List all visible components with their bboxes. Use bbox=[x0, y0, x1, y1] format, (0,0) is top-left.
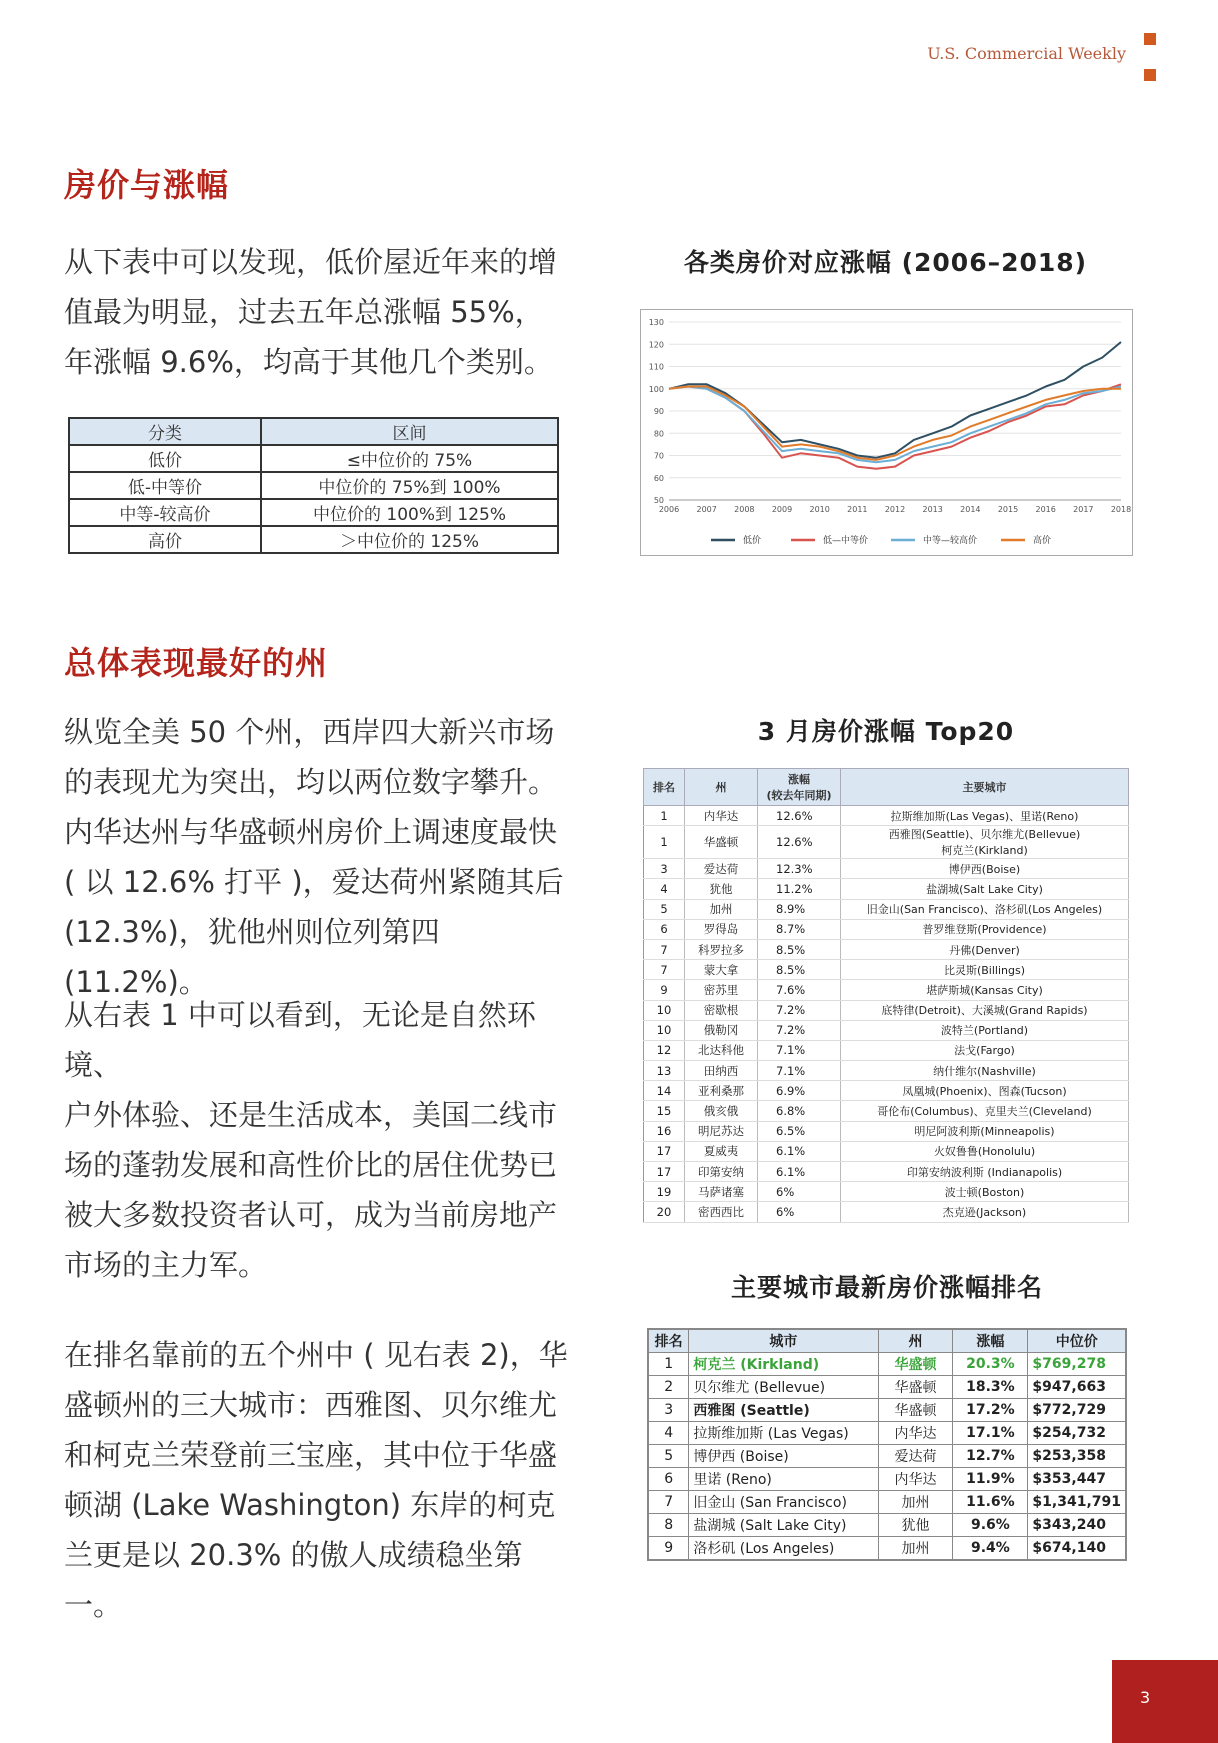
table-row bbox=[648, 1537, 1126, 1561]
table-cell: 明尼阿波利斯(Minneapolis) bbox=[841, 1121, 1129, 1141]
text-line: 值最为明显，过去五年总涨幅 55%， bbox=[64, 295, 544, 329]
table-cell: 内华达 bbox=[878, 1468, 953, 1491]
chart-title: 各类房价对应涨幅 (2006–2018) bbox=[683, 248, 1088, 277]
page-number-box bbox=[1112, 1660, 1218, 1743]
table-cell: 密歇根 bbox=[685, 1000, 758, 1020]
column-header: 城市 bbox=[689, 1329, 878, 1353]
table-cell: 明尼苏达 bbox=[685, 1121, 758, 1141]
table-cell: 17 bbox=[644, 1162, 685, 1182]
y-tick-label: 80 bbox=[653, 429, 664, 439]
publication-brand: U.S. Commercial Weekly bbox=[927, 44, 1126, 63]
table-cell: 密西西比 bbox=[685, 1202, 758, 1222]
table-row bbox=[644, 1101, 1129, 1121]
table-row bbox=[644, 1061, 1129, 1081]
y-tick-label: 110 bbox=[648, 362, 664, 372]
table-cell: 罗得岛 bbox=[685, 919, 758, 939]
text-line: 市场的主力军。 bbox=[64, 1248, 268, 1282]
table-cell: 华盛顿 bbox=[878, 1399, 953, 1422]
table-cell: 18.3% bbox=[953, 1376, 1028, 1399]
table-cell: 5 bbox=[648, 1445, 689, 1468]
table-row bbox=[644, 980, 1129, 1000]
table-cell: 加州 bbox=[878, 1537, 953, 1561]
table-cell: 11.6% bbox=[953, 1491, 1028, 1514]
table-cell: 纳什维尔(Nashville) bbox=[841, 1061, 1129, 1081]
table-row bbox=[69, 445, 558, 472]
table-cell: 14 bbox=[644, 1081, 685, 1101]
category-table bbox=[68, 417, 559, 554]
table-row bbox=[648, 1468, 1126, 1491]
line-chart-svg bbox=[641, 310, 1132, 555]
table-cell: 普罗维登斯(Providence) bbox=[841, 919, 1129, 939]
table-cell: 7.1% bbox=[758, 1061, 841, 1081]
table-cell: 哥伦布(Columbus)、克里夫兰(Cleveland) bbox=[841, 1101, 1129, 1121]
table-cell: 波士顿(Boston) bbox=[841, 1182, 1129, 1202]
table-cell: 16 bbox=[644, 1121, 685, 1141]
table-row bbox=[644, 859, 1129, 879]
table-cell: 10 bbox=[644, 1000, 685, 1020]
table-cell: 俄勒冈 bbox=[685, 1020, 758, 1040]
table-row bbox=[644, 1141, 1129, 1161]
y-tick-label: 100 bbox=[648, 384, 664, 394]
x-tick-label: 2008 bbox=[734, 505, 755, 514]
table-cell: 西雅图(Seattle)、贝尔维尤(Bellevue) 柯克兰(Kirkland) bbox=[841, 826, 1129, 859]
table-cell: 贝尔维尤 (Bellevue) bbox=[689, 1376, 878, 1399]
table-cell: 蒙大拿 bbox=[685, 960, 758, 980]
x-tick-label: 2009 bbox=[771, 505, 793, 514]
x-tick-label: 2016 bbox=[1035, 505, 1056, 514]
text-line: 从下表中可以发现，低价屋近年来的增 bbox=[64, 245, 558, 279]
x-tick-label: 2015 bbox=[997, 505, 1019, 514]
x-tick-label: 2017 bbox=[1073, 505, 1094, 514]
table-cell: 比灵斯(Billings) bbox=[841, 960, 1129, 980]
x-tick-label: 2018 bbox=[1110, 505, 1132, 514]
table-cell: 犹他 bbox=[685, 879, 758, 899]
table-cell: 3 bbox=[648, 1399, 689, 1422]
table-cell: 19 bbox=[644, 1182, 685, 1202]
table-cell: 12.6% bbox=[758, 806, 841, 826]
table-row bbox=[644, 939, 1129, 959]
table-cell: 20 bbox=[644, 1202, 685, 1222]
section2-paragraph-2 bbox=[64, 990, 574, 1290]
text-line: 盛顿州的三大城市：西雅图、贝尔维尤 bbox=[64, 1388, 558, 1422]
table-row bbox=[648, 1376, 1126, 1399]
table-cell: 6.8% bbox=[758, 1101, 841, 1121]
table-cell: 6 bbox=[648, 1468, 689, 1491]
column-header-label: 涨幅 bbox=[788, 773, 810, 786]
table-cell: 6% bbox=[758, 1202, 841, 1222]
table-header-row bbox=[69, 418, 558, 445]
table-cell: 内华达 bbox=[878, 1422, 953, 1445]
table-cell: ≤中位价的 75% bbox=[261, 445, 558, 472]
x-tick-label: 2012 bbox=[884, 505, 906, 514]
table-cell: 俄亥俄 bbox=[685, 1101, 758, 1121]
y-tick-label: 90 bbox=[653, 407, 664, 416]
table-cell: 西雅图 (Seattle) bbox=[689, 1399, 878, 1422]
y-tick-label: 130 bbox=[648, 318, 664, 327]
table-cell: 密苏里 bbox=[685, 980, 758, 1000]
table-cell: 科罗拉多 bbox=[685, 939, 758, 959]
table-cell: $353,447 bbox=[1028, 1468, 1126, 1491]
table-cell: $769,278 bbox=[1028, 1353, 1126, 1376]
category-table-body bbox=[69, 445, 558, 553]
column-header: 主要城市 bbox=[841, 769, 1129, 806]
table-cell: 15 bbox=[644, 1101, 685, 1121]
table-cell: 中等-较高价 bbox=[69, 499, 261, 526]
table-cell: 华盛顿 bbox=[878, 1376, 953, 1399]
brand-square-top bbox=[1144, 33, 1156, 45]
table-cell: 12 bbox=[644, 1040, 685, 1060]
table-cell: 火奴鲁鲁(Honolulu) bbox=[841, 1141, 1129, 1161]
table-cell: 法戈(Fargo) bbox=[841, 1040, 1129, 1060]
table-row bbox=[644, 1040, 1129, 1060]
text-line: 在排名靠前的五个州中 ( 见右表 2)，华 bbox=[64, 1338, 568, 1372]
page-number: 3 bbox=[1140, 1688, 1151, 1707]
table-cell: 1 bbox=[644, 806, 685, 826]
text-line: 户外体验、还是生活成本，美国二线市 bbox=[64, 1098, 558, 1132]
table-cell: 8.7% bbox=[758, 919, 841, 939]
table-cell: 6% bbox=[758, 1182, 841, 1202]
x-tick-label: 2013 bbox=[922, 505, 943, 514]
table-cell: 7.2% bbox=[758, 1000, 841, 1020]
text-line: ( 以 12.6% 打平 )，爱达荷州紧随其后 bbox=[64, 865, 564, 899]
section2-paragraph-3 bbox=[64, 1330, 574, 1630]
series-line bbox=[669, 342, 1121, 458]
table-cell: $947,663 bbox=[1028, 1376, 1126, 1399]
table-cell: 8.9% bbox=[758, 899, 841, 919]
table-cell: 8.5% bbox=[758, 960, 841, 980]
table-cell: 1 bbox=[648, 1353, 689, 1376]
text-line: 兰更是以 20.3% 的傲人成绩稳坐第一。 bbox=[64, 1538, 523, 1622]
text-line: 和柯克兰荣登前三宝座，其中位于华盛 bbox=[64, 1438, 558, 1472]
text-line: 内华达州与华盛顿州房价上调速度最快 bbox=[64, 815, 558, 849]
text-line: 纵览全美 50 个州，西岸四大新兴市场 bbox=[64, 715, 555, 749]
table-cell: 犹他 bbox=[878, 1514, 953, 1537]
table-cell: 中位价的 100%到 125% bbox=[261, 499, 558, 526]
table-cell: 印第安纳 bbox=[685, 1162, 758, 1182]
column-header: 州 bbox=[685, 769, 758, 806]
table-cell: 7.6% bbox=[758, 980, 841, 1000]
table-row bbox=[69, 526, 558, 553]
table-cell: 洛杉矶 (Los Angeles) bbox=[689, 1537, 878, 1561]
table-cell: 拉斯维加斯(Las Vegas)、里诺(Reno) bbox=[841, 806, 1129, 826]
table-cell: 9.4% bbox=[953, 1537, 1028, 1561]
table-cell: 华盛顿 bbox=[878, 1353, 953, 1376]
column-header: 区间 bbox=[261, 418, 558, 445]
section1-paragraph bbox=[64, 237, 574, 387]
line-chart bbox=[640, 309, 1133, 556]
table-cell: 12.6% bbox=[758, 826, 841, 859]
table-cell: 5 bbox=[644, 899, 685, 919]
series-line bbox=[669, 387, 1121, 460]
y-tick-label: 120 bbox=[648, 340, 664, 350]
table-cell: 6.1% bbox=[758, 1141, 841, 1161]
table-cell: 高价 bbox=[69, 526, 261, 553]
table-cell: 9 bbox=[644, 980, 685, 1000]
table-row bbox=[644, 1202, 1129, 1222]
table-cell: 8.5% bbox=[758, 939, 841, 959]
table-cell: 马萨诸塞 bbox=[685, 1182, 758, 1202]
table-cell: 杰克逊(Jackson) bbox=[841, 1202, 1129, 1222]
text-line: 的表现尤为突出，均以两位数字攀升。 bbox=[64, 765, 558, 799]
table-row bbox=[644, 1162, 1129, 1182]
table-row bbox=[644, 826, 1129, 859]
table-cell: 北达科他 bbox=[685, 1040, 758, 1060]
table-header-row bbox=[648, 1329, 1126, 1353]
table-row bbox=[644, 899, 1129, 919]
column-header: 中位价 bbox=[1028, 1329, 1126, 1353]
table-cell: 8 bbox=[648, 1514, 689, 1537]
text-line: (12.3%)，犹他州则位列第四 (11.2%)。 bbox=[64, 915, 440, 999]
table-cell: 底特律(Detroit)、大溪城(Grand Rapids) bbox=[841, 1000, 1129, 1020]
table-cell: 3 bbox=[644, 859, 685, 879]
table-cell: $1,341,791 bbox=[1028, 1491, 1126, 1514]
table-cell: 6 bbox=[644, 919, 685, 939]
brand-square-bottom bbox=[1144, 69, 1156, 81]
table-row bbox=[648, 1491, 1126, 1514]
table-cell: $772,729 bbox=[1028, 1399, 1126, 1422]
table-cell: 低价 bbox=[69, 445, 261, 472]
table-cell: 凤凰城(Phoenix)、图森(Tucson) bbox=[841, 1081, 1129, 1101]
table-row bbox=[644, 1182, 1129, 1202]
table-cell: 10 bbox=[644, 1020, 685, 1040]
table-row bbox=[644, 1000, 1129, 1020]
city-ranking-table bbox=[647, 1328, 1127, 1561]
table-cell: 7.1% bbox=[758, 1040, 841, 1060]
city-ranking-title: 主要城市最新房价涨幅排名 bbox=[730, 1273, 1043, 1302]
x-tick-label: 2010 bbox=[809, 505, 830, 514]
x-tick-label: 2014 bbox=[960, 505, 981, 514]
column-header: 分类 bbox=[69, 418, 261, 445]
table-row bbox=[648, 1445, 1126, 1468]
table-cell: 7 bbox=[644, 939, 685, 959]
table-cell: 9.6% bbox=[953, 1514, 1028, 1537]
city-ranking-table-body bbox=[648, 1353, 1126, 1561]
table-cell: 7 bbox=[648, 1491, 689, 1514]
table-cell: 6.5% bbox=[758, 1121, 841, 1141]
table-cell: 堪萨斯城(Kansas City) bbox=[841, 980, 1129, 1000]
table-cell: 加州 bbox=[685, 899, 758, 919]
table-cell: 爱达荷 bbox=[685, 859, 758, 879]
table-cell: 9 bbox=[648, 1537, 689, 1561]
table-row bbox=[644, 1121, 1129, 1141]
section-heading-best-states: 总体表现最好的州 bbox=[64, 644, 329, 682]
x-tick-label: 2011 bbox=[847, 505, 868, 514]
table-row bbox=[644, 806, 1129, 826]
table-cell: ＞中位价的 125% bbox=[261, 526, 558, 553]
legend-label: 中等—较高价 bbox=[923, 536, 978, 546]
table-row bbox=[648, 1399, 1126, 1422]
table-cell: 13 bbox=[644, 1061, 685, 1081]
table-cell: 12.7% bbox=[953, 1445, 1028, 1468]
table-row bbox=[648, 1422, 1126, 1445]
y-tick-label: 60 bbox=[653, 473, 664, 483]
legend-label: 低—中等价 bbox=[823, 536, 869, 546]
section2-paragraph-1 bbox=[64, 707, 574, 1007]
y-tick-label: 70 bbox=[653, 451, 664, 461]
table-row bbox=[644, 960, 1129, 980]
table-cell: 4 bbox=[648, 1422, 689, 1445]
table-cell: 低-中等价 bbox=[69, 472, 261, 499]
table-cell: 田纳西 bbox=[685, 1061, 758, 1081]
top20-title: 3 月房价涨幅 Top20 bbox=[757, 717, 1015, 746]
table-cell: 中位价的 75%到 100% bbox=[261, 472, 558, 499]
table-cell: 20.3% bbox=[953, 1353, 1028, 1376]
column-header-change bbox=[758, 769, 841, 806]
table-cell: 里诺 (Reno) bbox=[689, 1468, 878, 1491]
table-cell: 2 bbox=[648, 1376, 689, 1399]
text-line: 顿湖 (Lake Washington) 东岸的柯克 bbox=[64, 1488, 556, 1522]
table-cell: 波特兰(Portland) bbox=[841, 1020, 1129, 1040]
table-cell: 6.9% bbox=[758, 1081, 841, 1101]
table-cell: 17.1% bbox=[953, 1422, 1028, 1445]
table-cell: 旧金山(San Francisco)、洛杉矶(Los Angeles) bbox=[841, 899, 1129, 919]
table-row bbox=[644, 919, 1129, 939]
table-row bbox=[644, 1081, 1129, 1101]
column-header: 涨幅 bbox=[953, 1329, 1028, 1353]
table-header-row bbox=[644, 769, 1129, 806]
column-header-sublabel: (较去年同期) bbox=[766, 789, 832, 802]
table-row bbox=[644, 879, 1129, 899]
table-cell: 17 bbox=[644, 1141, 685, 1161]
table-cell: 拉斯维加斯 (Las Vegas) bbox=[689, 1422, 878, 1445]
table-cell: $254,732 bbox=[1028, 1422, 1126, 1445]
table-cell: 1 bbox=[644, 826, 685, 859]
table-cell: 7 bbox=[644, 960, 685, 980]
text-line: 被大多数投资者认可，成为当前房地产 bbox=[64, 1198, 558, 1232]
table-cell: 博伊西(Boise) bbox=[841, 859, 1129, 879]
table-cell: 6.1% bbox=[758, 1162, 841, 1182]
table-row bbox=[69, 499, 558, 526]
table-cell: 博伊西 (Boise) bbox=[689, 1445, 878, 1468]
table-cell: 夏威夷 bbox=[685, 1141, 758, 1161]
table-row bbox=[648, 1353, 1126, 1376]
x-tick-label: 2006 bbox=[658, 505, 680, 514]
table-cell: 旧金山 (San Francisco) bbox=[689, 1491, 878, 1514]
column-header: 州 bbox=[878, 1329, 953, 1353]
table-cell: 11.2% bbox=[758, 879, 841, 899]
legend-label: 高价 bbox=[1033, 536, 1052, 546]
table-cell: 17.2% bbox=[953, 1399, 1028, 1422]
table-cell: 7.2% bbox=[758, 1020, 841, 1040]
table-cell: 12.3% bbox=[758, 859, 841, 879]
table-cell: 华盛顿 bbox=[685, 826, 758, 859]
column-header: 排名 bbox=[648, 1329, 689, 1353]
top20-table-body bbox=[644, 806, 1129, 1223]
table-cell: 丹佛(Denver) bbox=[841, 939, 1129, 959]
table-cell: 加州 bbox=[878, 1491, 953, 1514]
x-tick-label: 2007 bbox=[696, 505, 717, 514]
y-tick-label: 50 bbox=[653, 496, 664, 505]
table-cell: 盐湖城(Salt Lake City) bbox=[841, 879, 1129, 899]
text-line: 场的蓬勃发展和高性价比的居住优势已 bbox=[64, 1148, 558, 1182]
section-heading-prices: 房价与涨幅 bbox=[64, 166, 230, 204]
table-cell: $674,140 bbox=[1028, 1537, 1126, 1561]
table-cell: 4 bbox=[644, 879, 685, 899]
table-row bbox=[644, 1020, 1129, 1040]
table-cell: 盐湖城 (Salt Lake City) bbox=[689, 1514, 878, 1537]
table-cell: $343,240 bbox=[1028, 1514, 1126, 1537]
top20-table bbox=[643, 768, 1129, 1223]
text-line: 从右表 1 中可以看到，无论是自然环境、 bbox=[64, 998, 536, 1082]
table-row bbox=[69, 472, 558, 499]
table-cell: 11.9% bbox=[953, 1468, 1028, 1491]
table-cell: 柯克兰 (Kirkland) bbox=[689, 1353, 878, 1376]
text-line: 年涨幅 9.6%，均高于其他几个类别。 bbox=[64, 345, 553, 379]
column-header: 排名 bbox=[644, 769, 685, 806]
table-cell: $253,358 bbox=[1028, 1445, 1126, 1468]
table-cell: 印第安纳波利斯 (Indianapolis) bbox=[841, 1162, 1129, 1182]
legend-label: 低价 bbox=[743, 536, 762, 546]
table-row bbox=[648, 1514, 1126, 1537]
table-cell: 爱达荷 bbox=[878, 1445, 953, 1468]
table-cell: 内华达 bbox=[685, 806, 758, 826]
table-cell: 亚利桑那 bbox=[685, 1081, 758, 1101]
